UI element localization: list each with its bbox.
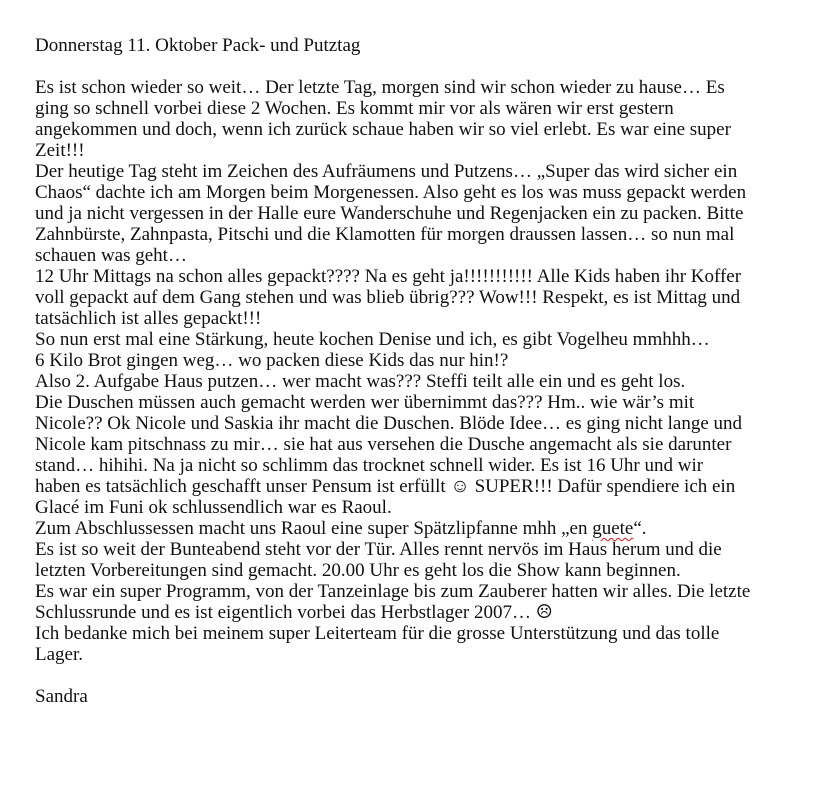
text-line: letzten Vorbereitungen sind gemacht. 20.00 Uhr es geht los die Show kann beginnen.	[35, 560, 681, 581]
text-line: Zahnbürste, Zahnpasta, Pitschi und die Klamotten für morgen draussen lassen… so nun mal	[35, 224, 735, 245]
text-line: Es war ein super Programm, von der Tanzeinlage bis zum Zauberer hatten wir alles. Die letzte	[35, 581, 751, 602]
text-line: haben es tatsächlich geschafft unser Pensum ist erfüllt ☺ SUPER!!! Dafür spendiere ich ein	[35, 476, 736, 497]
text-line: Es ist so weit der Bunteabend steht vor der Tür. Alles rennt nervös im Haus herum und die	[35, 539, 722, 560]
text-line: angekommen und doch, wenn ich zurück schaue haben wir so viel erlebt. Es war eine super	[35, 119, 731, 140]
text-line: ging so schnell vorbei diese 2 Wochen. Es kommt mir vor als wären wir erst gestern	[35, 98, 674, 119]
text-line: Zeit!!!	[35, 140, 85, 161]
document-body	[35, 35, 800, 707]
blank-line	[35, 665, 800, 686]
text-line: Nicole?? Ok Nicole und Saskia ihr macht die Duschen. Blöde Idee… es ging nicht lange und	[35, 413, 743, 434]
text-line: Der heutige Tag steht im Zeichen des Aufräumens und Putzens… „Super das wird sicher ein	[35, 161, 738, 182]
text-line: stand… hihihi. Na ja nicht so schlimm das trocknet schnell wider. Es ist 16 Uhr und wir	[35, 455, 704, 476]
text-line: Nicole kam pitschnass zu mir… sie hat aus versehen die Dusche angemacht als sie darunter	[35, 434, 732, 455]
text-line: Schlussrunde und es ist eigentlich vorbei das Herbstlager 2007… ☹	[35, 602, 553, 623]
text-segment: Zum Abschlussessen macht uns Raoul eine super Spätzlipfanne mhh „en	[35, 518, 593, 539]
text-line-with-spellcheck	[35, 518, 800, 539]
text-line: Glacé im Funi ok schlussendlich war es Raoul.	[35, 497, 392, 518]
text-line: Die Duschen müssen auch gemacht werden wer übernimmt das??? Hm.. wie wär’s mit	[35, 392, 695, 413]
text-line: tatsächlich ist alles gepackt!!!	[35, 308, 262, 329]
text-line: Es ist schon wieder so weit… Der letzte Tag, morgen sind wir schon wieder zu hause… Es	[35, 77, 725, 98]
text-line: 6 Kilo Brot gingen weg… wo packen diese Kids das nur hin!?	[35, 350, 509, 371]
spellcheck-marked-word: guete	[592, 518, 634, 539]
text-line: Also 2. Aufgabe Haus putzen… wer macht was??? Steffi teilt alle ein und es geht los.	[35, 371, 686, 392]
text-line: voll gepackt auf dem Gang stehen und was blieb übrig??? Wow!!! Respekt, es ist Mittag und	[35, 287, 741, 308]
text-segment: “.	[633, 518, 647, 539]
text-line: und ja nicht vergessen in der Halle eure Wanderschuhe und Regenjacken ein zu packen. Bitte	[35, 203, 744, 224]
text-line: Ich bedanke mich bei meinem super Leiterteam für die grosse Unterstützung und das tolle	[35, 623, 720, 644]
text-line: schauen was geht…	[35, 245, 187, 266]
text-line: Lager.	[35, 644, 84, 665]
text-line: 12 Uhr Mittags na schon alles gepackt???? Na es geht ja!!!!!!!!!!! Alle Kids haben ihr Koffer	[35, 266, 742, 287]
blank-line	[35, 56, 800, 77]
document-title: Donnerstag 11. Oktober Pack- und Putztag	[35, 35, 361, 56]
signature: Sandra	[35, 686, 88, 707]
text-line: So nun erst mal eine Stärkung, heute kochen Denise und ich, es gibt Vogelheu mmhhh…	[35, 329, 710, 350]
text-line: Chaos“ dachte ich am Morgen beim Morgenessen. Also geht es los was muss gepackt werden	[35, 182, 747, 203]
